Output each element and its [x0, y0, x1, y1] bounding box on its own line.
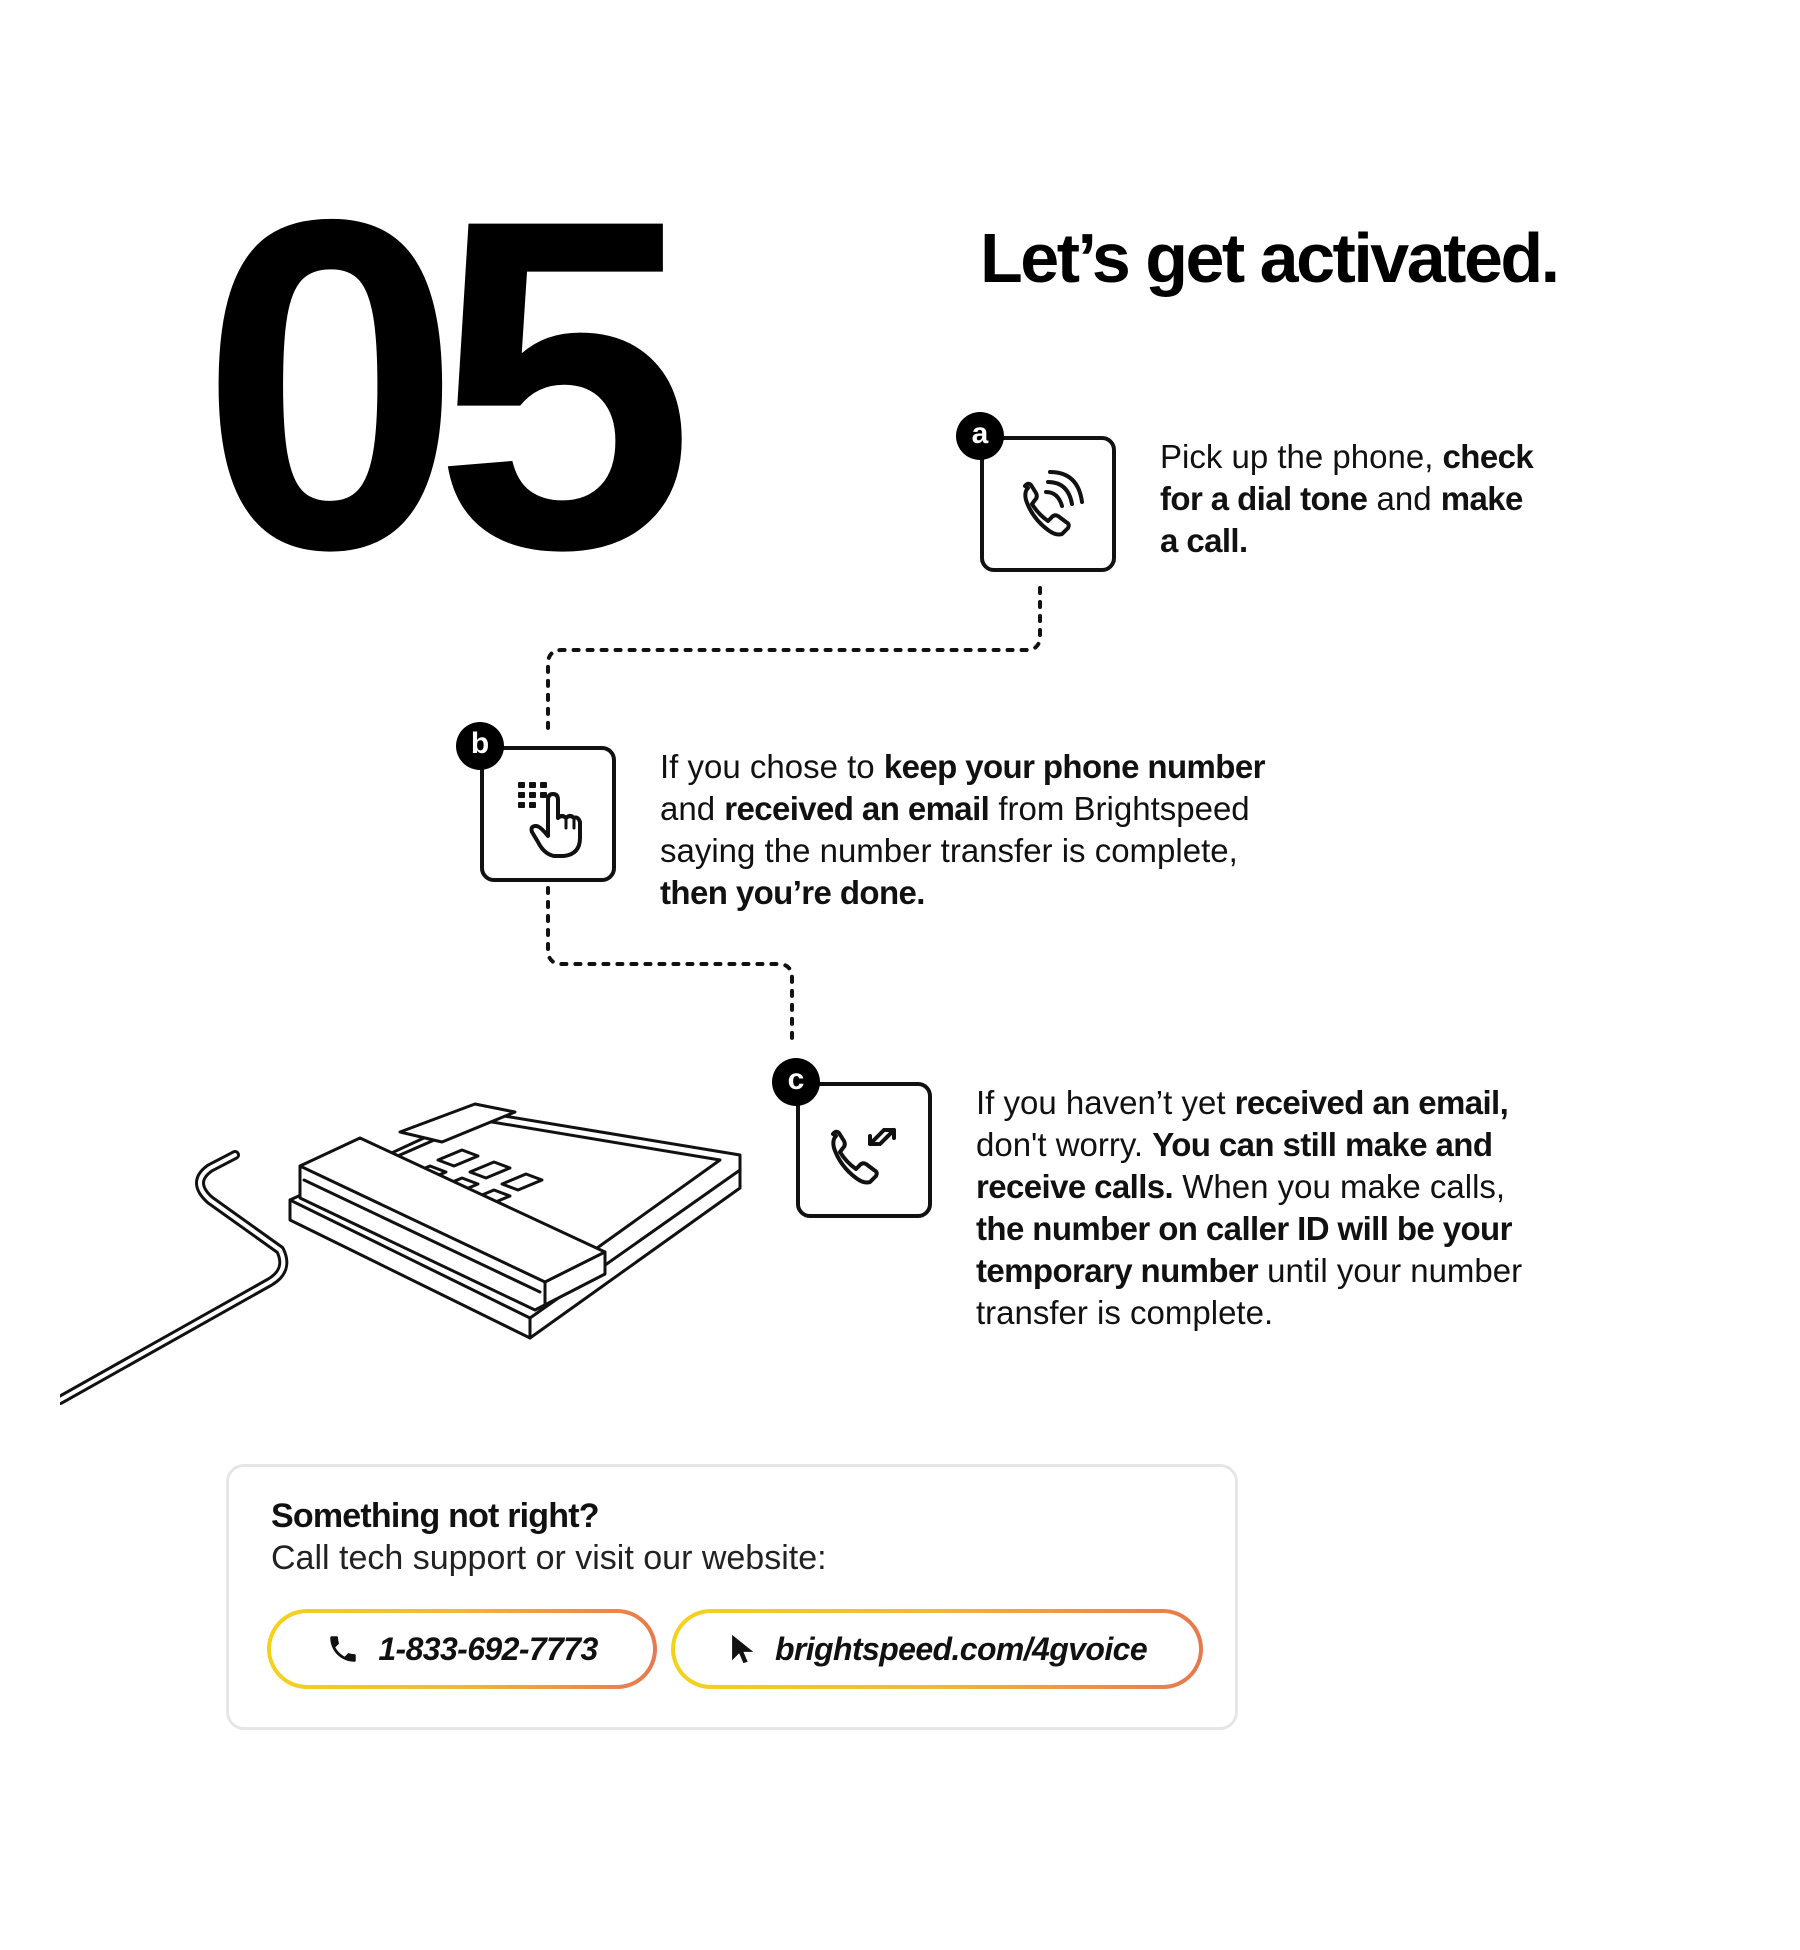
cursor-icon: [727, 1632, 757, 1666]
step-text-line: [660, 830, 1300, 872]
step-text-line: [1160, 520, 1720, 562]
step-text-line: [976, 1166, 1616, 1208]
step-text-segment: from Brightspeed: [989, 790, 1250, 827]
step-text-segment: transfer is complete.: [976, 1294, 1274, 1331]
website-link-button-inner: [675, 1613, 1199, 1685]
step-text-bold: check: [1442, 438, 1534, 475]
step-text-line: [976, 1208, 1616, 1250]
step-text-bold: keep your phone number: [883, 748, 1265, 785]
phone-support-button-inner: [271, 1613, 653, 1685]
step-text-bold: then you’re done.: [660, 874, 925, 911]
desk-phone-illustration: [60, 1020, 780, 1420]
step-c-icon-box: [796, 1082, 932, 1218]
step-text-bold: You can still make and: [1152, 1126, 1493, 1163]
step-text-bold: temporary number: [976, 1252, 1258, 1289]
step-text-line: [976, 1292, 1616, 1334]
step-text-line: [976, 1124, 1616, 1166]
phone-number-label: 1-833-692-7773: [378, 1630, 598, 1667]
support-title: Something not right?: [271, 1497, 599, 1535]
step-a: [971, 417, 1700, 596]
step-text-segment: don't worry.: [976, 1126, 1153, 1163]
step-text-segment: Pick up the phone,: [1160, 438, 1443, 475]
step-number: 05: [200, 122, 667, 647]
step-text-line: [976, 1082, 1616, 1124]
website-url-label: brightspeed.com/4gvoice: [774, 1630, 1148, 1667]
phone-support-button[interactable]: [267, 1609, 657, 1689]
support-card: [226, 1464, 1238, 1730]
phone-icon: [326, 1632, 360, 1666]
step-b-text: [660, 746, 1300, 914]
step-c: [787, 1063, 1616, 1342]
step-text-line: [660, 746, 1300, 788]
step-a-text: [1160, 436, 1720, 562]
step-b-icon-box: [480, 746, 616, 882]
step-text-segment: and: [660, 790, 725, 827]
step-text-bold: the number on caller ID will be your: [976, 1210, 1512, 1247]
step-c-text: [976, 1082, 1616, 1334]
website-link-button[interactable]: [671, 1609, 1203, 1689]
step-text-segment: If you chose to: [660, 748, 884, 785]
step-b-badge: b: [456, 722, 504, 770]
step-text-line: [660, 788, 1300, 830]
step-text-line: [976, 1250, 1616, 1292]
support-subtitle: Call tech support or visit our website:: [271, 1539, 827, 1577]
step-text-segment: and: [1367, 480, 1441, 517]
step-text-segment: When you make calls,: [1173, 1168, 1506, 1205]
step-text-bold: received an email,: [1234, 1084, 1509, 1121]
step-b: [470, 727, 1300, 926]
step-a-icon-box: [980, 436, 1116, 572]
step-text-line: [660, 872, 1300, 914]
step-text-line: [1160, 478, 1720, 520]
step-text-bold: received an email: [724, 790, 990, 827]
step-c-badge: c: [772, 1058, 820, 1106]
step-text-segment: until your number: [1257, 1252, 1523, 1289]
step-text-segment: If you haven’t yet: [976, 1084, 1235, 1121]
phone-transfer-icon: [800, 1086, 928, 1214]
step-text-line: [1160, 436, 1720, 478]
step-text-segment: saying the number transfer is complete,: [660, 832, 1238, 869]
step-text-bold: receive calls.: [976, 1168, 1174, 1205]
phone-ringing-icon: [984, 440, 1112, 568]
page-title: Let’s get activated.: [980, 219, 1558, 297]
keypad-tap-icon: [484, 750, 612, 878]
step-text-bold: a call.: [1160, 522, 1248, 559]
step-a-badge: a: [956, 412, 1004, 460]
step-text-bold: for a dial tone: [1160, 480, 1368, 517]
step-text-bold: make: [1440, 480, 1523, 517]
